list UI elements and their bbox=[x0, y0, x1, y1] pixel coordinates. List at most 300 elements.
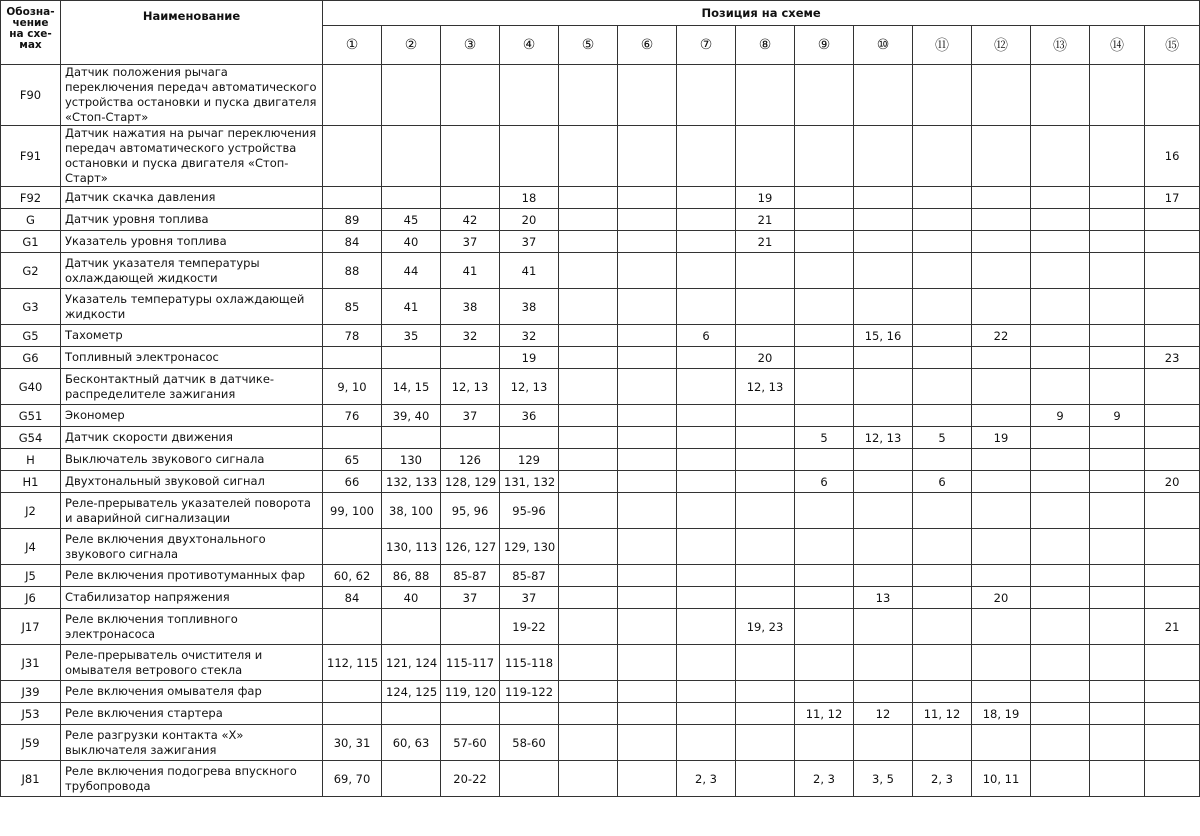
position-cell: 128, 129 bbox=[441, 471, 500, 493]
position-cell bbox=[1031, 471, 1090, 493]
position-cell bbox=[1090, 681, 1145, 703]
position-cell bbox=[441, 427, 500, 449]
position-cell bbox=[972, 126, 1031, 187]
position-cell: 130, 113 bbox=[382, 529, 441, 565]
position-cell: 41 bbox=[382, 289, 441, 325]
position-cell bbox=[1145, 681, 1200, 703]
position-cell: 112, 115 bbox=[323, 645, 382, 681]
header-position-9: ⑨ bbox=[795, 26, 854, 65]
header-position-12: ⑫ bbox=[972, 26, 1031, 65]
position-cell bbox=[1145, 645, 1200, 681]
position-cell bbox=[1145, 529, 1200, 565]
table-body bbox=[1, 65, 1200, 797]
position-cell: 85-87 bbox=[500, 565, 559, 587]
row-code: J31 bbox=[1, 645, 61, 681]
position-cell: 32 bbox=[500, 325, 559, 347]
position-cell bbox=[913, 609, 972, 645]
position-cell bbox=[559, 761, 618, 797]
position-cell bbox=[736, 325, 795, 347]
position-cell bbox=[677, 587, 736, 609]
position-cell bbox=[795, 65, 854, 126]
position-cell bbox=[913, 347, 972, 369]
position-cell: 9, 10 bbox=[323, 369, 382, 405]
position-cell bbox=[913, 405, 972, 427]
position-cell: 12, 13 bbox=[441, 369, 500, 405]
position-cell: 22 bbox=[972, 325, 1031, 347]
position-cell: 132, 133 bbox=[382, 471, 441, 493]
position-cell bbox=[972, 65, 1031, 126]
position-cell bbox=[913, 209, 972, 231]
position-cell bbox=[559, 126, 618, 187]
header-position-8: ⑧ bbox=[736, 26, 795, 65]
position-cell bbox=[677, 369, 736, 405]
row-code: J81 bbox=[1, 761, 61, 797]
row-code: G51 bbox=[1, 405, 61, 427]
position-cell bbox=[1031, 253, 1090, 289]
position-cell: 37 bbox=[441, 405, 500, 427]
position-cell bbox=[1031, 565, 1090, 587]
position-cell: 37 bbox=[441, 231, 500, 253]
position-cell bbox=[1090, 289, 1145, 325]
position-cell bbox=[1090, 65, 1145, 126]
row-name: Реле включения омывателя фар bbox=[61, 681, 323, 703]
position-cell: 12, 13 bbox=[854, 427, 913, 449]
row-code: J6 bbox=[1, 587, 61, 609]
position-cell bbox=[913, 231, 972, 253]
position-cell bbox=[1145, 493, 1200, 529]
position-cell: 23 bbox=[1145, 347, 1200, 369]
position-cell bbox=[382, 347, 441, 369]
row-code: J53 bbox=[1, 703, 61, 725]
position-cell bbox=[1090, 565, 1145, 587]
position-cell bbox=[1090, 369, 1145, 405]
position-cell bbox=[500, 126, 559, 187]
row-name: Реле включения подогрева впускного трубопровода bbox=[61, 761, 323, 797]
position-cell bbox=[441, 126, 500, 187]
position-cell: 41 bbox=[500, 253, 559, 289]
position-cell: 58-60 bbox=[500, 725, 559, 761]
header-position-15: ⑮ bbox=[1145, 26, 1200, 65]
position-cell bbox=[736, 529, 795, 565]
row-name: Топливный электронасос bbox=[61, 347, 323, 369]
position-cell bbox=[441, 609, 500, 645]
position-cell: 42 bbox=[441, 209, 500, 231]
position-cell: 20 bbox=[1145, 471, 1200, 493]
position-cell bbox=[1145, 725, 1200, 761]
position-cell bbox=[323, 609, 382, 645]
row-name: Реле-прерыватель очистителя и омывателя ветрового стекла bbox=[61, 645, 323, 681]
position-cell bbox=[618, 427, 677, 449]
position-cell: 20 bbox=[500, 209, 559, 231]
header-position-11: ⑪ bbox=[913, 26, 972, 65]
position-cell bbox=[972, 289, 1031, 325]
table-row bbox=[1, 471, 1200, 493]
position-cell bbox=[323, 187, 382, 209]
row-name: Выключатель звукового сигнала bbox=[61, 449, 323, 471]
position-cell: 119, 120 bbox=[441, 681, 500, 703]
position-cell: 38 bbox=[500, 289, 559, 325]
position-cell bbox=[618, 347, 677, 369]
position-cell bbox=[1090, 347, 1145, 369]
position-cell bbox=[677, 187, 736, 209]
position-cell bbox=[736, 126, 795, 187]
position-cell bbox=[677, 126, 736, 187]
position-cell: 44 bbox=[382, 253, 441, 289]
position-cell: 16 bbox=[1145, 126, 1200, 187]
position-cell bbox=[913, 645, 972, 681]
position-cell bbox=[972, 209, 1031, 231]
position-cell bbox=[441, 347, 500, 369]
row-name: Тахометр bbox=[61, 325, 323, 347]
position-cell bbox=[1031, 427, 1090, 449]
position-cell bbox=[677, 449, 736, 471]
position-cell: 5 bbox=[913, 427, 972, 449]
position-cell: 129 bbox=[500, 449, 559, 471]
row-name: Указатель уровня топлива bbox=[61, 231, 323, 253]
position-cell: 85-87 bbox=[441, 565, 500, 587]
position-cell bbox=[1031, 126, 1090, 187]
position-cell bbox=[795, 529, 854, 565]
position-cell bbox=[382, 187, 441, 209]
position-cell bbox=[795, 681, 854, 703]
position-cell bbox=[1090, 325, 1145, 347]
position-cell bbox=[1145, 253, 1200, 289]
position-cell bbox=[677, 347, 736, 369]
position-cell bbox=[1090, 703, 1145, 725]
position-cell bbox=[618, 449, 677, 471]
row-code: H bbox=[1, 449, 61, 471]
row-name: Реле-прерыватель указателей поворота и аварийной сигнализации bbox=[61, 493, 323, 529]
header-code: Обозна- чение на схе- мах bbox=[1, 1, 61, 65]
position-cell bbox=[559, 187, 618, 209]
position-cell: 2, 3 bbox=[795, 761, 854, 797]
position-cell bbox=[677, 609, 736, 645]
row-code: G54 bbox=[1, 427, 61, 449]
position-cell bbox=[913, 529, 972, 565]
position-cell bbox=[677, 209, 736, 231]
position-cell bbox=[559, 703, 618, 725]
row-name: Реле включения противотуманных фар bbox=[61, 565, 323, 587]
position-cell bbox=[1145, 209, 1200, 231]
header-position-7: ⑦ bbox=[677, 26, 736, 65]
row-name: Реле включения двухтонального звукового сигнала bbox=[61, 529, 323, 565]
position-cell bbox=[972, 609, 1031, 645]
table-row bbox=[1, 587, 1200, 609]
position-cell bbox=[795, 325, 854, 347]
position-cell bbox=[736, 761, 795, 797]
position-cell bbox=[323, 681, 382, 703]
position-cell bbox=[382, 609, 441, 645]
position-cell: 130 bbox=[382, 449, 441, 471]
position-cell bbox=[736, 645, 795, 681]
position-cell bbox=[736, 471, 795, 493]
position-cell: 40 bbox=[382, 231, 441, 253]
position-cell bbox=[736, 65, 795, 126]
position-cell bbox=[1031, 529, 1090, 565]
position-cell: 20 bbox=[972, 587, 1031, 609]
row-code: J39 bbox=[1, 681, 61, 703]
position-cell bbox=[854, 471, 913, 493]
position-cell bbox=[1031, 725, 1090, 761]
row-name: Датчик указателя температуры охлаждающей жидкости bbox=[61, 253, 323, 289]
position-cell bbox=[618, 493, 677, 529]
position-cell bbox=[1031, 289, 1090, 325]
table-row bbox=[1, 405, 1200, 427]
position-cell bbox=[559, 449, 618, 471]
position-cell bbox=[1145, 587, 1200, 609]
position-cell bbox=[913, 369, 972, 405]
position-cell bbox=[677, 645, 736, 681]
position-cell bbox=[972, 347, 1031, 369]
position-cell: 32 bbox=[441, 325, 500, 347]
position-cell: 9 bbox=[1031, 405, 1090, 427]
row-code: J5 bbox=[1, 565, 61, 587]
row-code: F91 bbox=[1, 126, 61, 187]
header-position-6: ⑥ bbox=[618, 26, 677, 65]
position-cell bbox=[323, 529, 382, 565]
position-cell bbox=[559, 645, 618, 681]
position-cell: 89 bbox=[323, 209, 382, 231]
position-cell: 12 bbox=[854, 703, 913, 725]
position-cell bbox=[559, 253, 618, 289]
position-cell bbox=[1145, 405, 1200, 427]
position-cell bbox=[1031, 761, 1090, 797]
row-code: J59 bbox=[1, 725, 61, 761]
position-cell bbox=[559, 405, 618, 427]
position-cell: 57-60 bbox=[441, 725, 500, 761]
position-cell bbox=[854, 645, 913, 681]
position-cell bbox=[736, 703, 795, 725]
position-cell bbox=[1090, 427, 1145, 449]
position-cell bbox=[677, 565, 736, 587]
position-cell bbox=[1145, 65, 1200, 126]
table-row bbox=[1, 347, 1200, 369]
position-cell: 38, 100 bbox=[382, 493, 441, 529]
position-cell: 129, 130 bbox=[500, 529, 559, 565]
position-cell bbox=[795, 289, 854, 325]
position-cell bbox=[736, 681, 795, 703]
position-cell bbox=[323, 427, 382, 449]
position-cell bbox=[500, 65, 559, 126]
position-cell: 6 bbox=[913, 471, 972, 493]
position-cell bbox=[1031, 681, 1090, 703]
position-cell bbox=[913, 65, 972, 126]
table-row bbox=[1, 289, 1200, 325]
position-cell bbox=[500, 427, 559, 449]
row-name: Бесконтактный датчик в датчике-распределителе зажигания bbox=[61, 369, 323, 405]
position-cell bbox=[559, 471, 618, 493]
position-cell bbox=[1090, 209, 1145, 231]
position-cell bbox=[972, 187, 1031, 209]
position-cell bbox=[382, 126, 441, 187]
row-code: F92 bbox=[1, 187, 61, 209]
position-cell bbox=[972, 725, 1031, 761]
position-cell bbox=[854, 449, 913, 471]
row-code: G2 bbox=[1, 253, 61, 289]
position-cell bbox=[1031, 645, 1090, 681]
position-cell bbox=[618, 681, 677, 703]
position-cell bbox=[677, 289, 736, 325]
position-cell bbox=[854, 493, 913, 529]
header-position-3: ③ bbox=[441, 26, 500, 65]
position-cell bbox=[736, 587, 795, 609]
row-name: Реле включения стартера bbox=[61, 703, 323, 725]
position-cell: 37 bbox=[441, 587, 500, 609]
position-cell bbox=[795, 126, 854, 187]
position-cell: 84 bbox=[323, 231, 382, 253]
row-code: G3 bbox=[1, 289, 61, 325]
position-cell bbox=[618, 761, 677, 797]
position-cell: 12, 13 bbox=[500, 369, 559, 405]
position-cell bbox=[854, 187, 913, 209]
position-cell: 86, 88 bbox=[382, 565, 441, 587]
position-cell bbox=[677, 253, 736, 289]
position-cell bbox=[972, 253, 1031, 289]
position-cell bbox=[913, 681, 972, 703]
table-row bbox=[1, 369, 1200, 405]
position-cell: 20 bbox=[736, 347, 795, 369]
position-cell: 124, 125 bbox=[382, 681, 441, 703]
table-row bbox=[1, 449, 1200, 471]
position-cell bbox=[913, 493, 972, 529]
position-cell bbox=[913, 289, 972, 325]
position-cell bbox=[559, 529, 618, 565]
position-cell bbox=[441, 65, 500, 126]
position-cell bbox=[1090, 187, 1145, 209]
position-cell bbox=[795, 253, 854, 289]
position-cell: 60, 63 bbox=[382, 725, 441, 761]
position-cell bbox=[854, 289, 913, 325]
position-cell: 95, 96 bbox=[441, 493, 500, 529]
row-code: J17 bbox=[1, 609, 61, 645]
position-cell bbox=[854, 65, 913, 126]
row-name: Датчик скорости движения bbox=[61, 427, 323, 449]
position-cell bbox=[441, 187, 500, 209]
header-position-1: ① bbox=[323, 26, 382, 65]
position-cell bbox=[795, 449, 854, 471]
position-cell bbox=[323, 126, 382, 187]
position-cell: 3, 5 bbox=[854, 761, 913, 797]
row-name: Экономер bbox=[61, 405, 323, 427]
position-cell: 6 bbox=[795, 471, 854, 493]
position-cell: 30, 31 bbox=[323, 725, 382, 761]
position-cell bbox=[1031, 231, 1090, 253]
position-cell: 35 bbox=[382, 325, 441, 347]
position-cell bbox=[972, 471, 1031, 493]
position-cell: 20-22 bbox=[441, 761, 500, 797]
position-cell bbox=[736, 405, 795, 427]
position-cell bbox=[382, 427, 441, 449]
position-cell bbox=[972, 405, 1031, 427]
position-cell: 121, 124 bbox=[382, 645, 441, 681]
position-cell: 41 bbox=[441, 253, 500, 289]
position-cell bbox=[559, 725, 618, 761]
position-cell bbox=[618, 209, 677, 231]
position-cell: 10, 11 bbox=[972, 761, 1031, 797]
position-cell bbox=[1090, 126, 1145, 187]
table-row bbox=[1, 126, 1200, 187]
header-name: Наименование bbox=[61, 1, 323, 65]
position-cell bbox=[382, 65, 441, 126]
position-cell bbox=[323, 65, 382, 126]
position-cell bbox=[618, 126, 677, 187]
position-cell bbox=[559, 369, 618, 405]
position-cell: 19 bbox=[972, 427, 1031, 449]
position-cell bbox=[618, 645, 677, 681]
position-cell bbox=[559, 325, 618, 347]
row-code: J4 bbox=[1, 529, 61, 565]
position-cell bbox=[795, 645, 854, 681]
row-code: G5 bbox=[1, 325, 61, 347]
position-cell bbox=[972, 681, 1031, 703]
position-cell: 126, 127 bbox=[441, 529, 500, 565]
position-cell bbox=[736, 449, 795, 471]
position-cell bbox=[323, 703, 382, 725]
position-cell: 126 bbox=[441, 449, 500, 471]
table-row bbox=[1, 681, 1200, 703]
position-cell: 76 bbox=[323, 405, 382, 427]
position-cell bbox=[972, 449, 1031, 471]
table-row bbox=[1, 761, 1200, 797]
position-cell bbox=[1031, 493, 1090, 529]
header-position: Позиция на схеме bbox=[323, 1, 1200, 26]
position-cell: 131, 132 bbox=[500, 471, 559, 493]
position-cell bbox=[795, 587, 854, 609]
position-cell: 21 bbox=[736, 231, 795, 253]
position-cell bbox=[854, 529, 913, 565]
position-cell bbox=[1145, 703, 1200, 725]
position-cell bbox=[618, 253, 677, 289]
position-cell bbox=[1090, 587, 1145, 609]
position-cell: 115-117 bbox=[441, 645, 500, 681]
position-cell bbox=[677, 493, 736, 529]
position-cell bbox=[736, 725, 795, 761]
table-row bbox=[1, 609, 1200, 645]
position-cell bbox=[618, 187, 677, 209]
position-cell: 78 bbox=[323, 325, 382, 347]
position-cell bbox=[677, 231, 736, 253]
position-cell bbox=[1031, 369, 1090, 405]
position-cell bbox=[559, 65, 618, 126]
position-cell: 18 bbox=[500, 187, 559, 209]
position-cell bbox=[618, 565, 677, 587]
position-cell bbox=[1031, 347, 1090, 369]
position-cell bbox=[795, 209, 854, 231]
position-cell: 21 bbox=[736, 209, 795, 231]
position-cell bbox=[1090, 231, 1145, 253]
position-cell bbox=[972, 645, 1031, 681]
position-cell bbox=[559, 565, 618, 587]
position-cell bbox=[559, 609, 618, 645]
position-cell: 19 bbox=[500, 347, 559, 369]
position-cell bbox=[854, 405, 913, 427]
position-cell: 119-122 bbox=[500, 681, 559, 703]
position-cell bbox=[913, 565, 972, 587]
row-name: Реле разгрузки контакта «X» выключателя зажигания bbox=[61, 725, 323, 761]
position-cell bbox=[854, 565, 913, 587]
position-cell bbox=[1031, 609, 1090, 645]
header-position-5: ⑤ bbox=[559, 26, 618, 65]
position-cell: 2, 3 bbox=[913, 761, 972, 797]
row-name: Датчик уровня топлива bbox=[61, 209, 323, 231]
position-cell bbox=[972, 369, 1031, 405]
position-cell bbox=[559, 289, 618, 325]
position-cell bbox=[1031, 209, 1090, 231]
position-cell: 40 bbox=[382, 587, 441, 609]
position-cell bbox=[795, 493, 854, 529]
position-cell bbox=[618, 369, 677, 405]
position-cell bbox=[736, 289, 795, 325]
